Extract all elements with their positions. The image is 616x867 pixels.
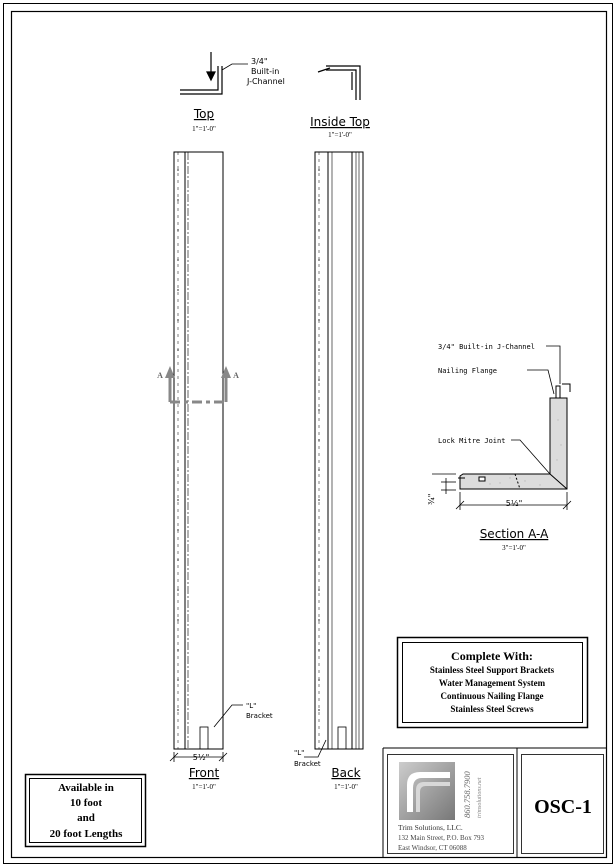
- section-title: Section A-A: [479, 527, 549, 541]
- company-logo: [399, 762, 455, 820]
- inner-border: [12, 12, 607, 858]
- section-mark-right: A: [233, 371, 239, 380]
- front-bracket-label-1: "L": [246, 702, 257, 710]
- section-leaders: [432, 346, 560, 474]
- availability-line: 20 foot Lengths: [49, 828, 123, 840]
- outer-border: [4, 4, 613, 864]
- front-bracket-label-2: Bracket: [246, 712, 273, 720]
- features-item: Stainless Steel Screws: [450, 704, 534, 714]
- company-address-2: East Windsor, CT 06088: [398, 844, 467, 852]
- inside-top-scale: 1"=1'-0": [328, 131, 352, 139]
- features-item: Stainless Steel Support Brackets: [429, 665, 555, 675]
- top-callout-line-3: J-Channel: [247, 77, 285, 86]
- inside-top-profile: [318, 66, 360, 100]
- top-view-title: Top: [193, 107, 215, 121]
- features-item: Continuous Nailing Flange: [440, 691, 544, 701]
- section-mark-left: A: [157, 371, 163, 380]
- back-view-scale: 1"=1'-0": [334, 783, 358, 791]
- front-elevation: [174, 152, 223, 749]
- company-address-1: 132 Main Street, P.O. Box 793: [398, 834, 484, 842]
- top-callout-line-2: Built-in: [251, 67, 280, 76]
- section-label-nailing-flange: Nailing Flange: [438, 367, 498, 375]
- company-name: Trim Solutions, LLC.: [398, 823, 463, 832]
- part-number: OSC-1: [534, 796, 592, 818]
- section-width-text: 5½": [505, 499, 523, 508]
- top-view-callout-leader: [222, 64, 248, 70]
- back-view-title: Back: [331, 766, 361, 780]
- front-view-title: Front: [188, 766, 220, 780]
- front-bracket-leader: [214, 705, 243, 727]
- availability-line: and: [77, 812, 95, 824]
- section-label-lock-mitre: Lock Mitre Joint: [438, 437, 506, 445]
- top-view-profile: [180, 52, 222, 94]
- front-width-text: 5½": [192, 753, 210, 762]
- section-thickness-text: ¾": [427, 493, 436, 505]
- section-label-jchannel: 3/4" Built-in J-Channel: [438, 343, 535, 351]
- availability-line: Available in: [58, 782, 114, 794]
- section-scale: 3"=1'-0": [502, 544, 526, 552]
- availability-line: 10 foot: [69, 797, 103, 809]
- company-website: trimsolutions.net: [477, 777, 483, 818]
- back-bracket-label-2: Bracket: [294, 760, 321, 768]
- top-callout-line-1: 3/4": [251, 57, 268, 66]
- features-item: Water Management System: [438, 678, 546, 688]
- section-cut-line: [170, 376, 226, 402]
- company-phone: 860.758.7900: [462, 771, 472, 818]
- section-thickness-dimension: [441, 478, 456, 494]
- inside-top-title: Inside Top: [310, 115, 370, 129]
- front-view-scale: 1"=1'-0": [192, 783, 216, 791]
- features-title: Complete With:: [451, 649, 533, 663]
- back-elevation: [315, 152, 363, 749]
- top-view-scale: 1"=1'-0": [192, 125, 216, 133]
- back-bracket-label-1: "L": [294, 749, 305, 757]
